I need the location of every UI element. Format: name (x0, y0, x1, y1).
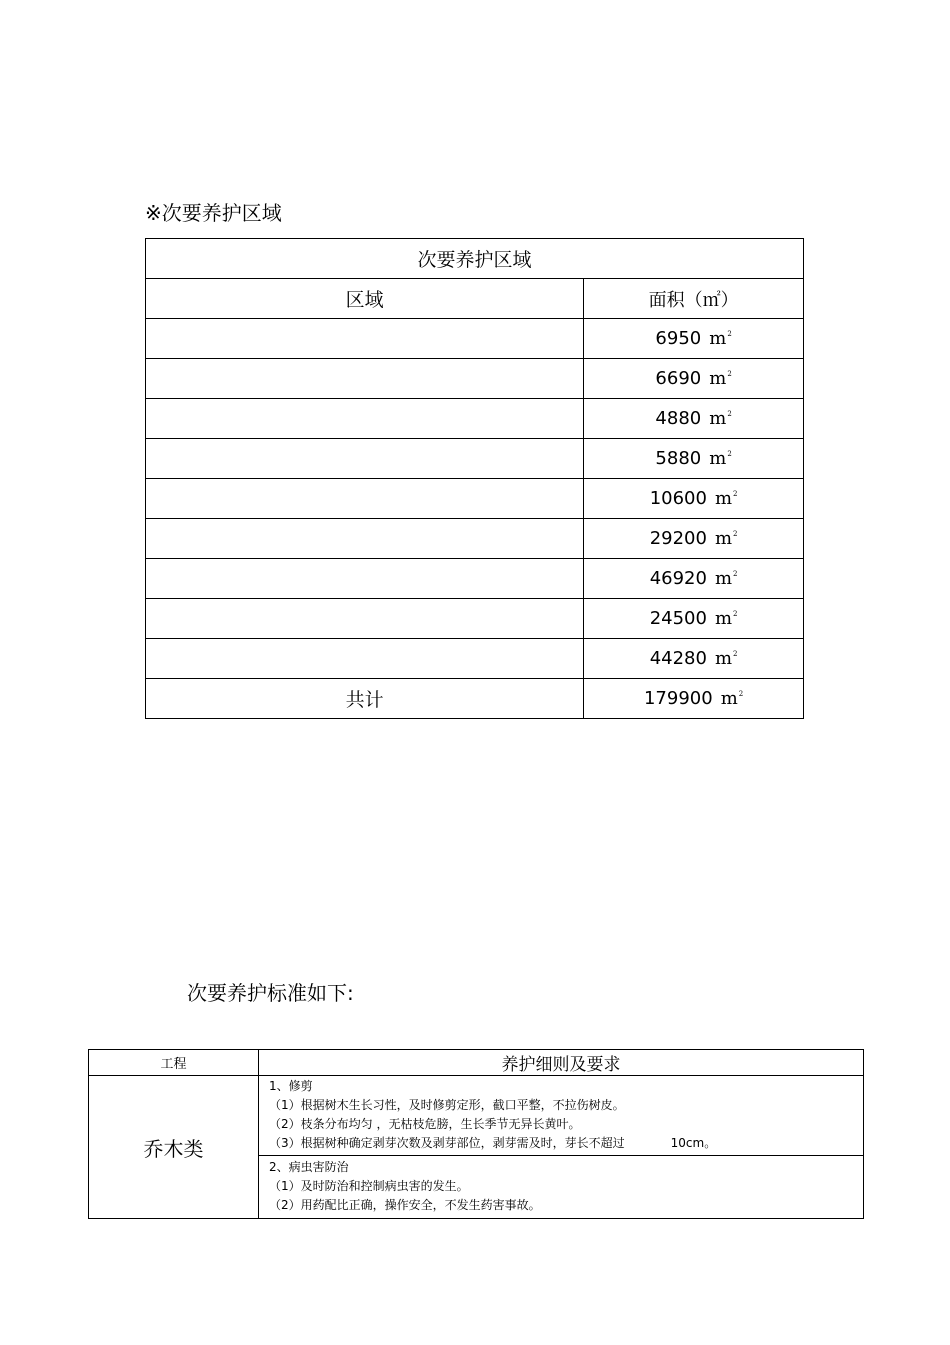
total-area-cell (584, 679, 804, 719)
area-unit: $m^2$ (714, 488, 738, 509)
pest-heading: 2、病虫害防治 (269, 1160, 349, 1174)
area-unit: $m^2$ (714, 608, 738, 629)
maintenance-standards-table (88, 1049, 864, 1219)
pest-item: （1）及时防治和控制病虫害的发生。 (269, 1179, 469, 1193)
region-cell (146, 559, 584, 599)
region-cell (146, 599, 584, 639)
area-unit: $m^2$ (709, 448, 732, 469)
area-value: 6950 (655, 328, 702, 349)
region-cell (146, 479, 584, 519)
table-row (146, 639, 804, 679)
area-unit: $m^2$ (709, 408, 732, 429)
column-header-project: 工程 (89, 1050, 259, 1076)
table-caption-row (146, 239, 804, 279)
pruning-item-tail: 10cm。 (670, 1136, 717, 1150)
secondary-area-table (145, 238, 804, 719)
area-cell (584, 439, 804, 479)
area-cell (584, 319, 804, 359)
pruning-item: （3）根据树种确定剥芽次数及剥芽部位，剥芽需及时，芽长不超过 10cm。 (269, 1136, 717, 1150)
area-value: 6690 (655, 368, 702, 389)
pruning-item: （2）枝条分布均匀 ，无枯枝危膀，生长季节无异长黄叶。 (269, 1117, 581, 1131)
table-row (146, 439, 804, 479)
area-unit: $m^2$ (714, 528, 738, 549)
total-row (146, 679, 804, 719)
standards-title: 次要养护标准如下: (187, 981, 354, 1005)
area-value: 46920 (649, 568, 707, 589)
area-cell (584, 359, 804, 399)
region-cell (146, 399, 584, 439)
area-unit: $m^2$ (714, 568, 738, 589)
area-cell (584, 399, 804, 439)
table-header-row (89, 1050, 864, 1076)
area-unit: $m^2$ (720, 688, 744, 709)
table-row (146, 599, 804, 639)
region-cell (146, 359, 584, 399)
pruning-requirements (259, 1076, 864, 1156)
total-label: 共计 (146, 679, 584, 719)
region-cell (146, 519, 584, 559)
area-cell (584, 559, 804, 599)
column-header-requirements: 养护细则及要求 (259, 1050, 864, 1076)
area-unit: $m^2$ (709, 368, 732, 389)
area-value: 44280 (649, 648, 707, 669)
table-caption: 次要养护区域 (146, 239, 804, 279)
area-unit: $m^2$ (714, 648, 738, 669)
area-cell (584, 639, 804, 679)
table-row (146, 319, 804, 359)
total-area-value: 179900 (643, 688, 713, 709)
table-row (146, 479, 804, 519)
area-value: 5880 (655, 448, 702, 469)
column-header-area: 面积（㎡） (584, 279, 804, 319)
column-header-region: 区域 (146, 279, 584, 319)
table-header-row (146, 279, 804, 319)
region-cell (146, 639, 584, 679)
secondary-area-title: ※次要养护区域 (145, 201, 282, 225)
pest-control-requirements (259, 1156, 864, 1219)
table-row (146, 359, 804, 399)
area-value: 29200 (649, 528, 707, 549)
region-cell (146, 439, 584, 479)
area-value: 4880 (655, 408, 702, 429)
table-row (89, 1076, 864, 1156)
table-row (146, 559, 804, 599)
area-unit: $m^2$ (709, 328, 732, 349)
area-value: 24500 (649, 608, 707, 629)
category-cell: 乔木类 (89, 1076, 259, 1219)
table-row (146, 519, 804, 559)
area-cell (584, 479, 804, 519)
area-cell (584, 519, 804, 559)
region-cell (146, 319, 584, 359)
pruning-item: （1）根据树木生长习性，及时修剪定形，截口平整，不拉伤树皮。 (269, 1098, 625, 1112)
pest-item: （2）用药配比正确，操作安全，不发生药害事故。 (269, 1198, 541, 1212)
area-cell (584, 599, 804, 639)
area-value: 10600 (649, 488, 707, 509)
pruning-heading: 1、修剪 (269, 1079, 313, 1093)
table-row (146, 399, 804, 439)
